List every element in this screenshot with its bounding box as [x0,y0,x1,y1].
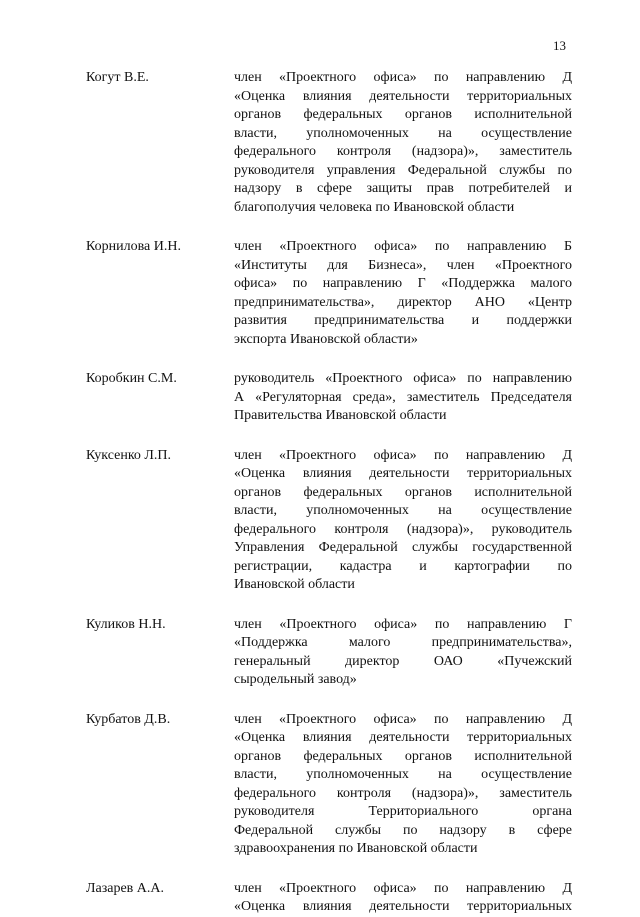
description-line: офиса» по направлению Г «Поддержка малого [234,276,572,291]
description-line: Ивановской области [234,577,355,592]
member-name: Курбатов Д.В. [86,711,171,727]
description-line: сыродельный завод» [234,672,357,687]
description-line: федерального контроля (надзора)», заместитель [234,144,572,159]
description-line: Правительства Ивановской области [234,408,447,423]
description-line: экспорта Ивановской области» [234,331,418,347]
member-entry [86,616,572,690]
member-role-description [234,447,572,595]
member-entry [86,69,572,217]
member-entry [86,238,572,349]
description-line: член «Проектного офиса» по направлению Б [234,239,572,254]
member-entry [86,711,572,859]
description-line: член «Проектного офиса» по направлению Д [234,880,572,896]
description-line: органов федеральных органов исполнительной [234,107,572,122]
description-line: «Оценка влияния деятельности территориальных [234,466,572,481]
description-line: член «Проектного офиса» по направлению Д [234,70,572,85]
description-line: регистрации, кадастра и картографии по [234,558,572,574]
description-line: член «Проектного офиса» по направлению Г [234,616,572,632]
description-line: развития предпринимательства и поддержки [234,313,572,328]
member-name: Куликов Н.Н. [86,616,166,632]
member-list [86,69,572,917]
description-line: руководителя Территориального органа [234,804,572,819]
description-line: власти, уполномоченных на осуществление [234,503,572,518]
description-line: органов федеральных органов исполнительной [234,748,572,764]
description-line: органов федеральных органов исполнительной [234,484,572,500]
member-entry [86,880,572,917]
description-line: А «Регуляторная среда», заместитель Председателя [234,389,572,405]
description-line: здравоохранения по Ивановской области [234,841,478,856]
description-line: член «Проектного офиса» по направлению Д [234,447,572,463]
member-name: Корнилова И.Н. [86,239,181,254]
description-line: «Оценка влияния деятельности территориальных [234,88,572,104]
member-role-description [234,370,572,426]
member-role-description [234,238,572,349]
description-line: генеральный директор ОАО «Пучежский [234,653,572,669]
member-name: Лазарев А.А. [86,880,164,896]
member-role-description [234,711,572,859]
member-name: Когут В.Е. [86,70,149,85]
member-name: Куксенко Л.П. [86,447,172,463]
description-line: благополучия человека по Ивановской области [234,199,515,215]
description-line: власти, уполномоченных на осуществление [234,767,572,782]
description-line: Управления Федеральной службы государственной [234,540,572,555]
description-line: «Поддержка малого предпринимательства», [234,635,572,650]
description-line: руководитель «Проектного офиса» по направлению [234,371,572,386]
description-line: надзору в сфере защиты прав потребителей и [234,181,572,196]
description-line: руководителя управления Федеральной службы по [234,162,572,178]
description-line: федерального контроля (надзора)», руководитель [234,521,572,537]
page-number: 13 [553,38,566,53]
description-line: предпринимательства», директор АНО «Центр [234,294,572,310]
member-entry [86,370,572,426]
description-line: «Институты для Бизнеса», член «Проектного [234,257,572,273]
description-line: член «Проектного офиса» по направлению Д [234,711,572,727]
member-name: Коробкин С.М. [86,371,177,386]
member-role-description [234,880,572,917]
member-role-description [234,616,572,690]
description-line: «Оценка влияния деятельности территориальных [234,899,572,914]
description-line: власти, уполномоченных на осуществление [234,125,572,141]
member-role-description [234,69,572,217]
description-line: федерального контроля (надзора)», заместитель [234,785,572,801]
description-line: «Оценка влияния деятельности территориальных [234,730,572,745]
member-entry [86,447,572,595]
description-line: Федеральной службы по надзору в сфере [234,822,572,838]
